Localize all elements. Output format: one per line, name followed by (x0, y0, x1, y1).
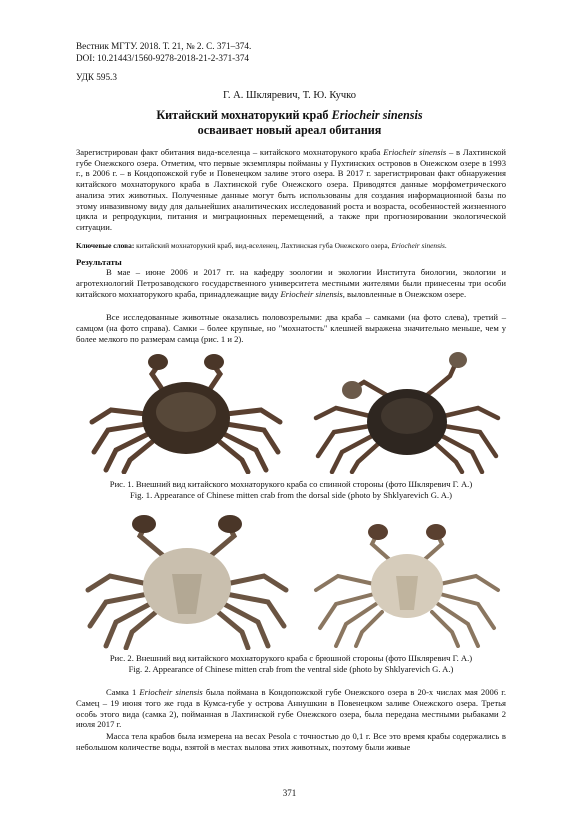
authors: Г. А. Шкляревич, Т. Ю. Кучко (223, 90, 356, 101)
figure-2-caption-ru: Рис. 2. Внешний вид китайского мохнаторукого краба с брюшной стороны (фото Шкляревич Г. А.) (109, 653, 473, 663)
figure-1-caption-en: Fig. 1. Appearance of Chinese mitten crab from the dorsal side (photo by Shklyarevich G. A.) (130, 490, 452, 500)
figure-1-caption (76, 479, 506, 501)
figure-2-caption (76, 653, 506, 675)
figure-2-caption-en: Fig. 2. Appearance of Chinese mitten crab from the ventral side (photo by Shklyarevich G. A.) (128, 664, 454, 674)
keywords-text: китайский мохнаторукий краб, вид-вселенец, Лахтинская губа Онежского озера, (134, 241, 392, 250)
title-line-1 (0, 108, 579, 123)
abstract-part-1: Зарегистрирован факт обитания вида-вселенца – китайского мохнаторукого краба (76, 147, 384, 157)
article-title (0, 108, 579, 138)
abstract-species: Eriocheir sinensis (383, 147, 447, 157)
figure-2-right-crab-ventral (310, 520, 504, 648)
paragraph-1-species: Eriocheir sinensis (280, 288, 343, 299)
paragraph-1 (76, 267, 506, 299)
title-text: Китайский мохнаторукий краб (156, 108, 332, 122)
keywords-label: Ключевые слова: (76, 241, 135, 250)
title-species: Eriocheir sinensis (331, 108, 423, 122)
paragraph-1-text-a: В мае – июне 2006 и 2017 гг. на кафедру зоологии и экологии Института биологии, экологии и агротехнологий Петрозаводского государственного университета местными жителями были принесены три особи китайского мохнаторукого краба, принадлежащие виду (76, 267, 506, 299)
udk-code: УДК 595.3 (76, 72, 117, 82)
abstract (76, 147, 506, 233)
figure-2-left-crab-ventral (82, 514, 292, 650)
figure-1-left-crab-dorsal (86, 352, 286, 474)
paragraph-3-text-a: Самка 1 (106, 687, 140, 697)
journal-citation: Вестник МГТУ. 2018. Т. 21, № 2. С. 371–374. (76, 41, 252, 51)
journal-doi: DOI: 10.21443/1560-9278-2018-21-2-371-374 (76, 53, 250, 63)
keywords (76, 241, 506, 250)
journal-header (76, 40, 251, 64)
figure-1-right-crab-dorsal (308, 352, 506, 474)
abstract-part-2: – в Лахтинской губе Онежского озера. Отметим, что первые экземпляры пойманы у Пухтинских островов в Онежском озере в 1993 г., в 2006 г. – в Кондопожской губе и Повенецком заливе этого озера. В 2017 г. зарегистрирован факт обнаружения китайского мохнаторукого краба в Лахтинской губе Онежского озера. Приводятся данные морфометрического анализа этих животных. Полученные данные могут быть использованы для создания информационной базы по этому инвазивному виду для дальнейших аналитических исследований роста и возраста, особенностей жизненного цикла и репродукции, питания и миграционных перемещений, а также при прогнозировании экологической ситуации. (76, 147, 507, 232)
section-heading-results: Результаты (76, 257, 122, 267)
paragraph-3-text-b: была поймана в Кондопожской губе Онежского озера в 20-х числах мая 2006 г. Самец – 19 июня того же года в Кумса-губе у острова Аннушкин в Повенецком заливе Онежского озера. Третья особь этого вида (самка 2), пойманная в Лахтинской губе Онежского озера, была передана местными рыбаками 2 июля 2017 г. (76, 687, 506, 730)
figure-1-caption-ru: Рис. 1. Внешний вид китайского мохнаторукого краба со спинной стороны (фото Шкляревич Г. А.) (109, 479, 473, 489)
paragraph-3 (76, 687, 506, 730)
paragraph-2: Все исследованные животные оказались половозрелыми: два краба – самками (на фото слева), третий – самцом (на фото справа). Самки – более крупные, но "мохнатость" клешней выражена значительно меньше, чем у более мелкого по размерам самца (рис. 1 и 2). (76, 312, 506, 344)
paragraph-3-species: Eriocheir sinensis (139, 687, 203, 697)
paragraph-4: Масса тела крабов была измерена на весах Pesola с точностью до 0,1 г. Все это время крабы содержались в небольшом количестве воды, взятой в местах вылова этих животных, поэтому были живые (76, 731, 506, 752)
paragraph-1-text-b: , выловленные в Онежском озере. (342, 288, 467, 299)
page-number: 371 (282, 788, 297, 798)
keywords-species: Eriocheir sinensis. (391, 241, 447, 250)
title-line-2: осваивает новый ареал обитания (197, 123, 382, 137)
